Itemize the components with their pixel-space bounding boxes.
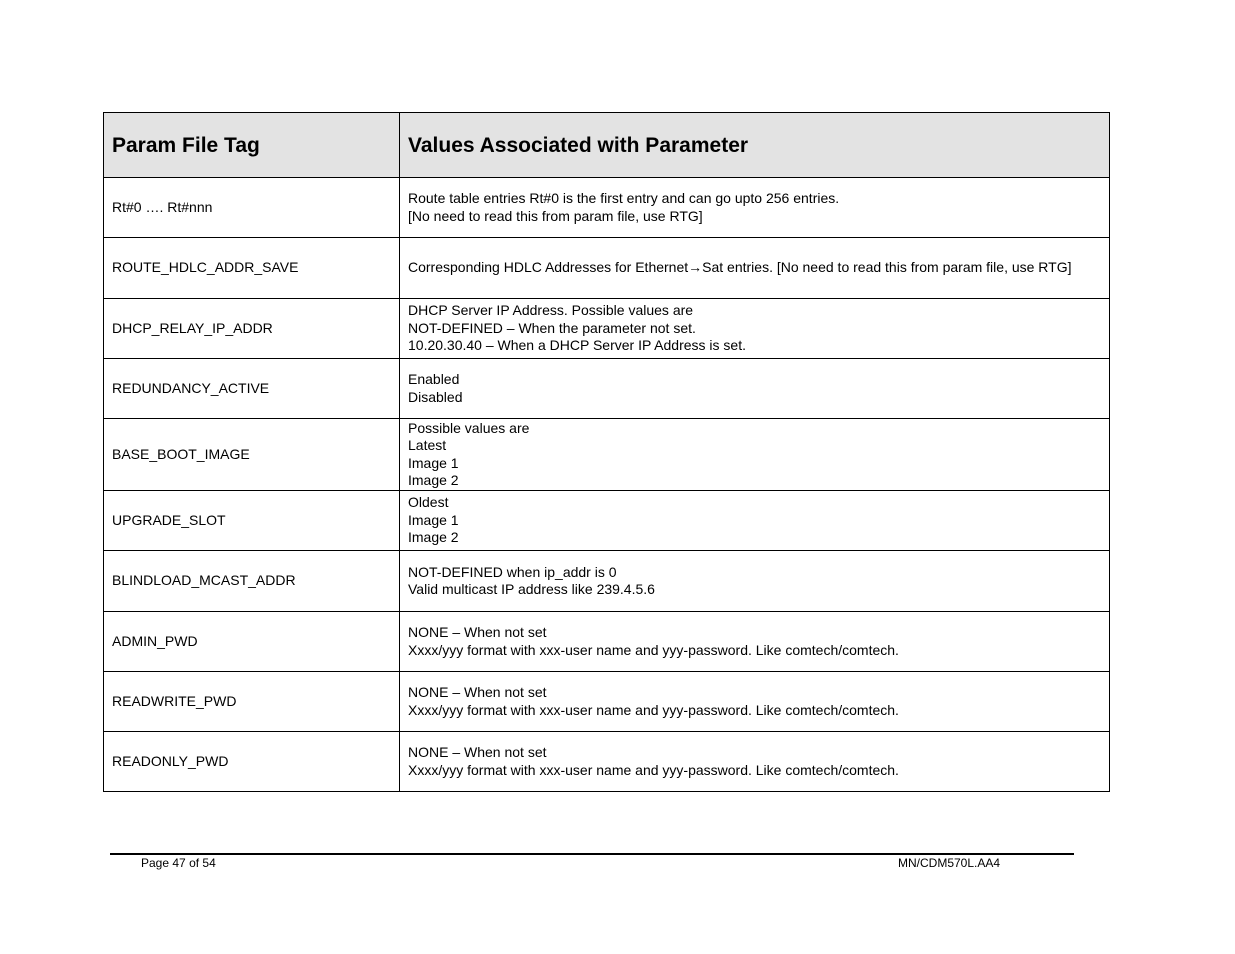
value-line: Image 2 (408, 472, 459, 488)
header-param-file-tag: Param File Tag (104, 113, 400, 178)
value-line: Oldest (408, 494, 449, 511)
value-line: Xxxx/yyy format with xxx-user name and yyy-password. Like comtech/comtech. (408, 701, 899, 718)
value-line: Route table entries Rt#0 is the first entry and can go upto 256 entries. (408, 190, 840, 206)
value-line: Disabled (408, 388, 463, 405)
value-line: Xxxx/yyy format with xxx-user name and yyy-password. Like comtech/comtech. (408, 641, 899, 658)
param-tag: READONLY_PWD (104, 732, 400, 792)
value-line: Corresponding HDLC Addresses for Ethernet→Sat entries. [No need to read this from param file, use RTG] (408, 259, 1072, 276)
param-tag: UPGRADE_SLOT (104, 491, 400, 551)
header-values: Values Associated with Parameter (400, 113, 1110, 178)
param-tag: DHCP_RELAY_IP_ADDR (104, 299, 400, 359)
value-line: NONE – When not set (408, 684, 547, 700)
page-number: 47 (172, 856, 186, 870)
table-row (104, 491, 1110, 551)
param-values (400, 672, 1110, 732)
value-line: Image 1 (408, 511, 459, 528)
value-line: NONE – When not set (408, 624, 547, 640)
value-line: Image 2 (408, 529, 459, 546)
page-suffix: of 54 (189, 856, 216, 870)
footer-page-number (141, 856, 216, 870)
table-row (104, 299, 1110, 359)
param-values (400, 419, 1110, 491)
value-line: Enabled (408, 371, 460, 387)
param-values (400, 238, 1110, 299)
param-values (400, 178, 1110, 238)
param-tag: REDUNDANCY_ACTIVE (104, 359, 400, 419)
table-row (104, 238, 1110, 299)
value-line: Image 1 (408, 454, 459, 471)
table-row (104, 551, 1110, 612)
param-tag: ROUTE_HDLC_ADDR_SAVE (104, 238, 400, 299)
table-row (104, 419, 1110, 491)
value-line: Valid multicast IP address like 239.4.5.6 (408, 581, 655, 597)
value-line: [No need to read this from param file, use RTG] (408, 207, 703, 224)
value-line: NONE – When not set (408, 744, 547, 760)
value-line: DHCP Server IP Address. Possible values are (408, 302, 694, 319)
value-line: Xxxx/yyy format with xxx-user name and yyy-password. Like comtech/comtech. (408, 761, 899, 778)
value-line: NOT-DEFINED when ip_addr is 0 (408, 563, 617, 580)
footer-divider (110, 853, 1074, 855)
param-values (400, 612, 1110, 672)
param-values (400, 551, 1110, 612)
param-tag: Rt#0 …. Rt#nnn (104, 178, 400, 238)
table-row (104, 359, 1110, 419)
value-line: Latest (408, 437, 447, 453)
table-row (104, 672, 1110, 732)
value-line: NOT-DEFINED – When the parameter not set. (408, 319, 696, 336)
param-table (103, 112, 1110, 792)
value-line: Possible values are (408, 419, 530, 436)
param-values (400, 732, 1110, 792)
param-tag: BASE_BOOT_IMAGE (104, 419, 400, 491)
param-tag: ADMIN_PWD (104, 612, 400, 672)
table-row (104, 178, 1110, 238)
table-header-row (104, 113, 1110, 178)
table-row (104, 612, 1110, 672)
page-prefix: Page (141, 856, 170, 870)
param-tag: READWRITE_PWD (104, 672, 400, 732)
value-line: 10.20.30.40 – When a DHCP Server IP Address is set. (408, 337, 746, 354)
param-tag: BLINDLOAD_MCAST_ADDR (104, 551, 400, 612)
param-values (400, 359, 1110, 419)
table-row (104, 732, 1110, 792)
footer-doc-id: MN/CDM570L.AA4 (898, 856, 1001, 870)
param-values (400, 299, 1110, 359)
param-values (400, 491, 1110, 551)
